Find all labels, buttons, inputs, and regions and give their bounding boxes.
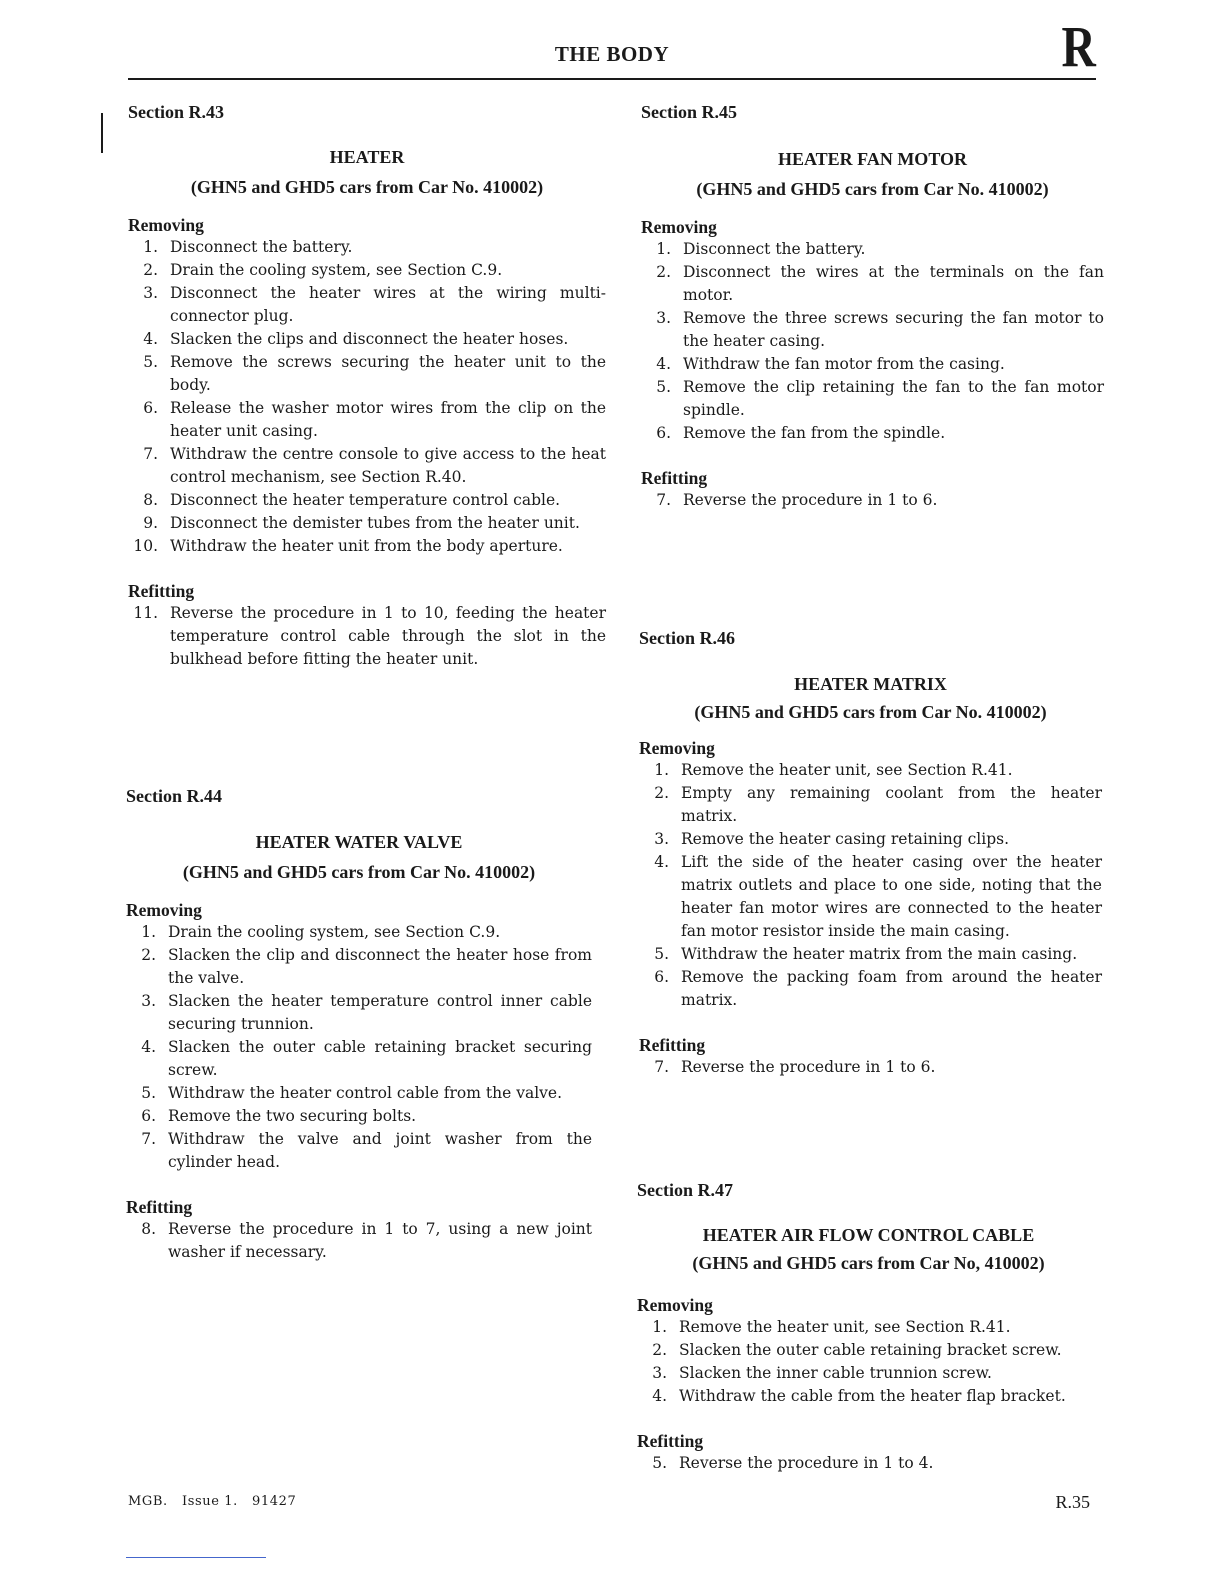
step-item [126,1218,592,1264]
step-text: Slacken the inner cable trunnion screw. [679,1364,992,1382]
refitting-steps [126,1218,592,1264]
section-subtitle: (GHN5 and GHD5 cars from Car No. 410002) [182,862,536,882]
step-item [641,238,1104,261]
step-item [128,535,606,558]
step-item [128,328,606,351]
step-text: Disconnect the wires at the terminals on the fan motor. [683,263,1104,304]
section-r45 [641,101,1104,512]
step-text: Slacken the heater temperature control inner cable securing trunnion. [168,992,592,1033]
step-text: Withdraw the cable from the heater flap bracket. [679,1387,1066,1405]
step-text: Remove the heater unit, see Section R.41. [679,1318,1011,1336]
header-rule [128,78,1096,80]
step-item [128,397,606,443]
step-item [126,921,592,944]
step-text: Reverse the procedure in 1 to 7, using a new joint washer if necessary. [168,1220,592,1261]
refitting-steps [639,1056,1102,1079]
step-text: Remove the fan from the spindle. [683,424,946,442]
step-text: Disconnect the battery. [170,238,353,256]
step-text: Withdraw the heater unit from the body aperture. [170,537,563,555]
step-number: 7. [141,1130,156,1148]
step-item [639,828,1102,851]
step-text: Slacken the outer cable retaining bracket securing screw. [168,1038,592,1079]
step-number: 6. [141,1107,156,1125]
section-label: Section R.43 [128,102,224,122]
step-text: Disconnect the battery. [683,240,866,258]
step-item [126,1128,592,1174]
step-item [639,782,1102,828]
step-item [641,422,1104,445]
section-title: HEATER [329,147,405,167]
section-title: HEATER FAN MOTOR [777,149,967,169]
step-item [641,376,1104,422]
step-item [128,259,606,282]
step-number: 2. [143,261,158,279]
section-r46 [639,627,1102,1079]
step-number: 7. [656,491,671,509]
step-number: 5. [141,1084,156,1102]
step-item [641,307,1104,353]
step-text: Remove the three screws securing the fan motor to the heater casing. [683,309,1104,350]
page-header [128,14,1096,82]
refitting-heading: Refitting [126,1197,193,1217]
refitting-steps [641,489,1104,512]
step-number: 6. [143,399,158,417]
step-text: Reverse the procedure in 1 to 6. [681,1058,936,1076]
step-item [128,489,606,512]
step-item [637,1452,1100,1475]
step-number: 4. [656,355,671,373]
removing-steps [128,236,606,558]
section-r47 [637,1179,1100,1475]
section-r43 [128,101,606,671]
refitting-heading: Refitting [639,1035,706,1055]
step-number: 7. [143,445,158,463]
step-item [128,602,606,671]
step-text: Reverse the procedure in 1 to 10, feeding the heater temperature control cable through the slot in the bulkhead before fitting the heater unit. [170,604,606,668]
step-text: Slacken the outer cable retaining bracket screw. [679,1341,1062,1359]
section-title: HEATER MATRIX [794,674,947,694]
step-item [128,282,606,328]
step-text: Disconnect the demister tubes from the heater unit. [170,514,580,532]
step-item [126,944,592,990]
step-number: 11. [133,604,158,622]
removing-heading: Removing [639,738,715,758]
removing-heading: Removing [641,217,717,237]
step-number: 2. [654,784,669,802]
step-text: Remove the clip retaining the fan to the fan motor spindle. [683,378,1104,419]
section-subtitle: (GHN5 and GHD5 cars from Car No. 410002) [694,702,1047,722]
step-number: 9. [143,514,158,532]
step-item [641,261,1104,307]
step-number: 2. [656,263,671,281]
section-subtitle: (GHN5 and GHD5 cars from Car No. 410002) [696,179,1049,199]
step-item [637,1316,1100,1339]
step-text: Empty any remaining coolant from the heater matrix. [681,784,1102,825]
removing-steps [126,921,592,1174]
step-item [126,1105,592,1128]
step-number: 1. [143,238,158,256]
step-item [128,236,606,259]
step-item [128,443,606,489]
step-item [126,1082,592,1105]
step-text: Slacken the clips and disconnect the heater hoses. [170,330,569,348]
step-text: Withdraw the heater matrix from the main casing. [681,945,1078,963]
refitting-heading: Refitting [128,581,195,601]
step-text: Remove the screws securing the heater unit to the body. [170,353,606,394]
step-number: 5. [654,945,669,963]
step-number: 5. [143,353,158,371]
removing-steps [641,238,1104,445]
step-item [641,489,1104,512]
step-text: Withdraw the valve and joint washer from the cylinder head. [168,1130,592,1171]
step-number: 4. [654,853,669,871]
step-number: 3. [656,309,671,327]
page-number: R.35 [1055,1492,1090,1512]
section-subtitle: (GHN5 and GHD5 cars from Car No. 410002) [190,177,544,197]
step-text: Drain the cooling system, see Section C.9. [168,923,501,941]
section-label: Section R.44 [126,786,222,806]
step-text: Reverse the procedure in 1 to 4. [679,1454,934,1472]
step-number: 8. [143,491,158,509]
step-number: 1. [654,761,669,779]
change-bar [101,113,103,153]
issue-reference: MGB. Issue 1. 91427 [128,1494,297,1509]
section-subtitle: (GHN5 and GHD5 cars from Car No, 410002) [692,1253,1045,1273]
step-text: Withdraw the heater control cable from the valve. [168,1084,563,1102]
section-label: Section R.47 [637,1180,733,1200]
section-r44 [126,785,592,1264]
step-number: 2. [652,1341,667,1359]
refitting-heading: Refitting [641,468,708,488]
step-item [126,1036,592,1082]
removing-steps [637,1316,1100,1408]
section-title: HEATER AIR FLOW CONTROL CABLE [702,1225,1035,1245]
step-item [126,990,592,1036]
page-title: THE BODY [554,42,670,66]
step-number: 8. [141,1220,156,1238]
step-number: 3. [141,992,156,1010]
removing-heading: Removing [128,215,204,235]
step-text: Drain the cooling system, see Section C.9. [170,261,503,279]
step-item [639,759,1102,782]
step-number: 6. [654,968,669,986]
section-letter: R [1061,14,1096,79]
step-text: Withdraw the fan motor from the casing. [683,355,1005,373]
step-item [639,1056,1102,1079]
step-text: Release the washer motor wires from the clip on the heater unit casing. [170,399,606,440]
step-item [637,1362,1100,1385]
step-number: 3. [652,1364,667,1382]
refitting-steps [128,602,606,671]
scan-underline [126,1557,266,1558]
step-number: 1. [141,923,156,941]
step-number: 5. [652,1454,667,1472]
step-number: 1. [656,240,671,258]
removing-heading: Removing [637,1295,713,1315]
step-number: 4. [143,330,158,348]
section-title: HEATER WATER VALVE [255,832,463,852]
step-item [128,512,606,535]
step-text: Withdraw the centre console to give access to the heat control mechanism, see Section R.40. [170,445,606,486]
step-item [639,851,1102,943]
section-label: Section R.45 [641,102,737,122]
refitting-steps [637,1452,1100,1475]
removing-heading: Removing [126,900,202,920]
step-number: 10. [133,537,158,555]
step-text: Disconnect the heater temperature control cable. [170,491,561,509]
step-item [639,943,1102,966]
step-item [641,353,1104,376]
step-number: 7. [654,1058,669,1076]
step-item [639,966,1102,1012]
step-number: 6. [656,424,671,442]
step-number: 5. [656,378,671,396]
page-footer [128,1494,1096,1518]
step-text: Remove the heater unit, see Section R.41. [681,761,1013,779]
section-label: Section R.46 [639,628,735,648]
step-item [128,351,606,397]
step-item [637,1339,1100,1362]
step-text: Reverse the procedure in 1 to 6. [683,491,938,509]
step-item [637,1385,1100,1408]
step-text: Remove the two securing bolts. [168,1107,417,1125]
step-number: 4. [652,1387,667,1405]
step-text: Lift the side of the heater casing over the heater matrix outlets and place to one side, noting that the heater fan motor wires are connected to the heater fan motor resistor inside the main casing. [681,853,1102,940]
removing-steps [639,759,1102,1012]
refitting-heading: Refitting [637,1431,704,1451]
step-text: Slacken the clip and disconnect the heater hose from the valve. [168,946,592,987]
step-number: 3. [143,284,158,302]
step-number: 4. [141,1038,156,1056]
step-number: 3. [654,830,669,848]
step-text: Disconnect the heater wires at the wiring multi-connector plug. [170,284,606,325]
step-text: Remove the heater casing retaining clips. [681,830,1010,848]
step-number: 1. [652,1318,667,1336]
step-number: 2. [141,946,156,964]
step-text: Remove the packing foam from around the heater matrix. [681,968,1102,1009]
